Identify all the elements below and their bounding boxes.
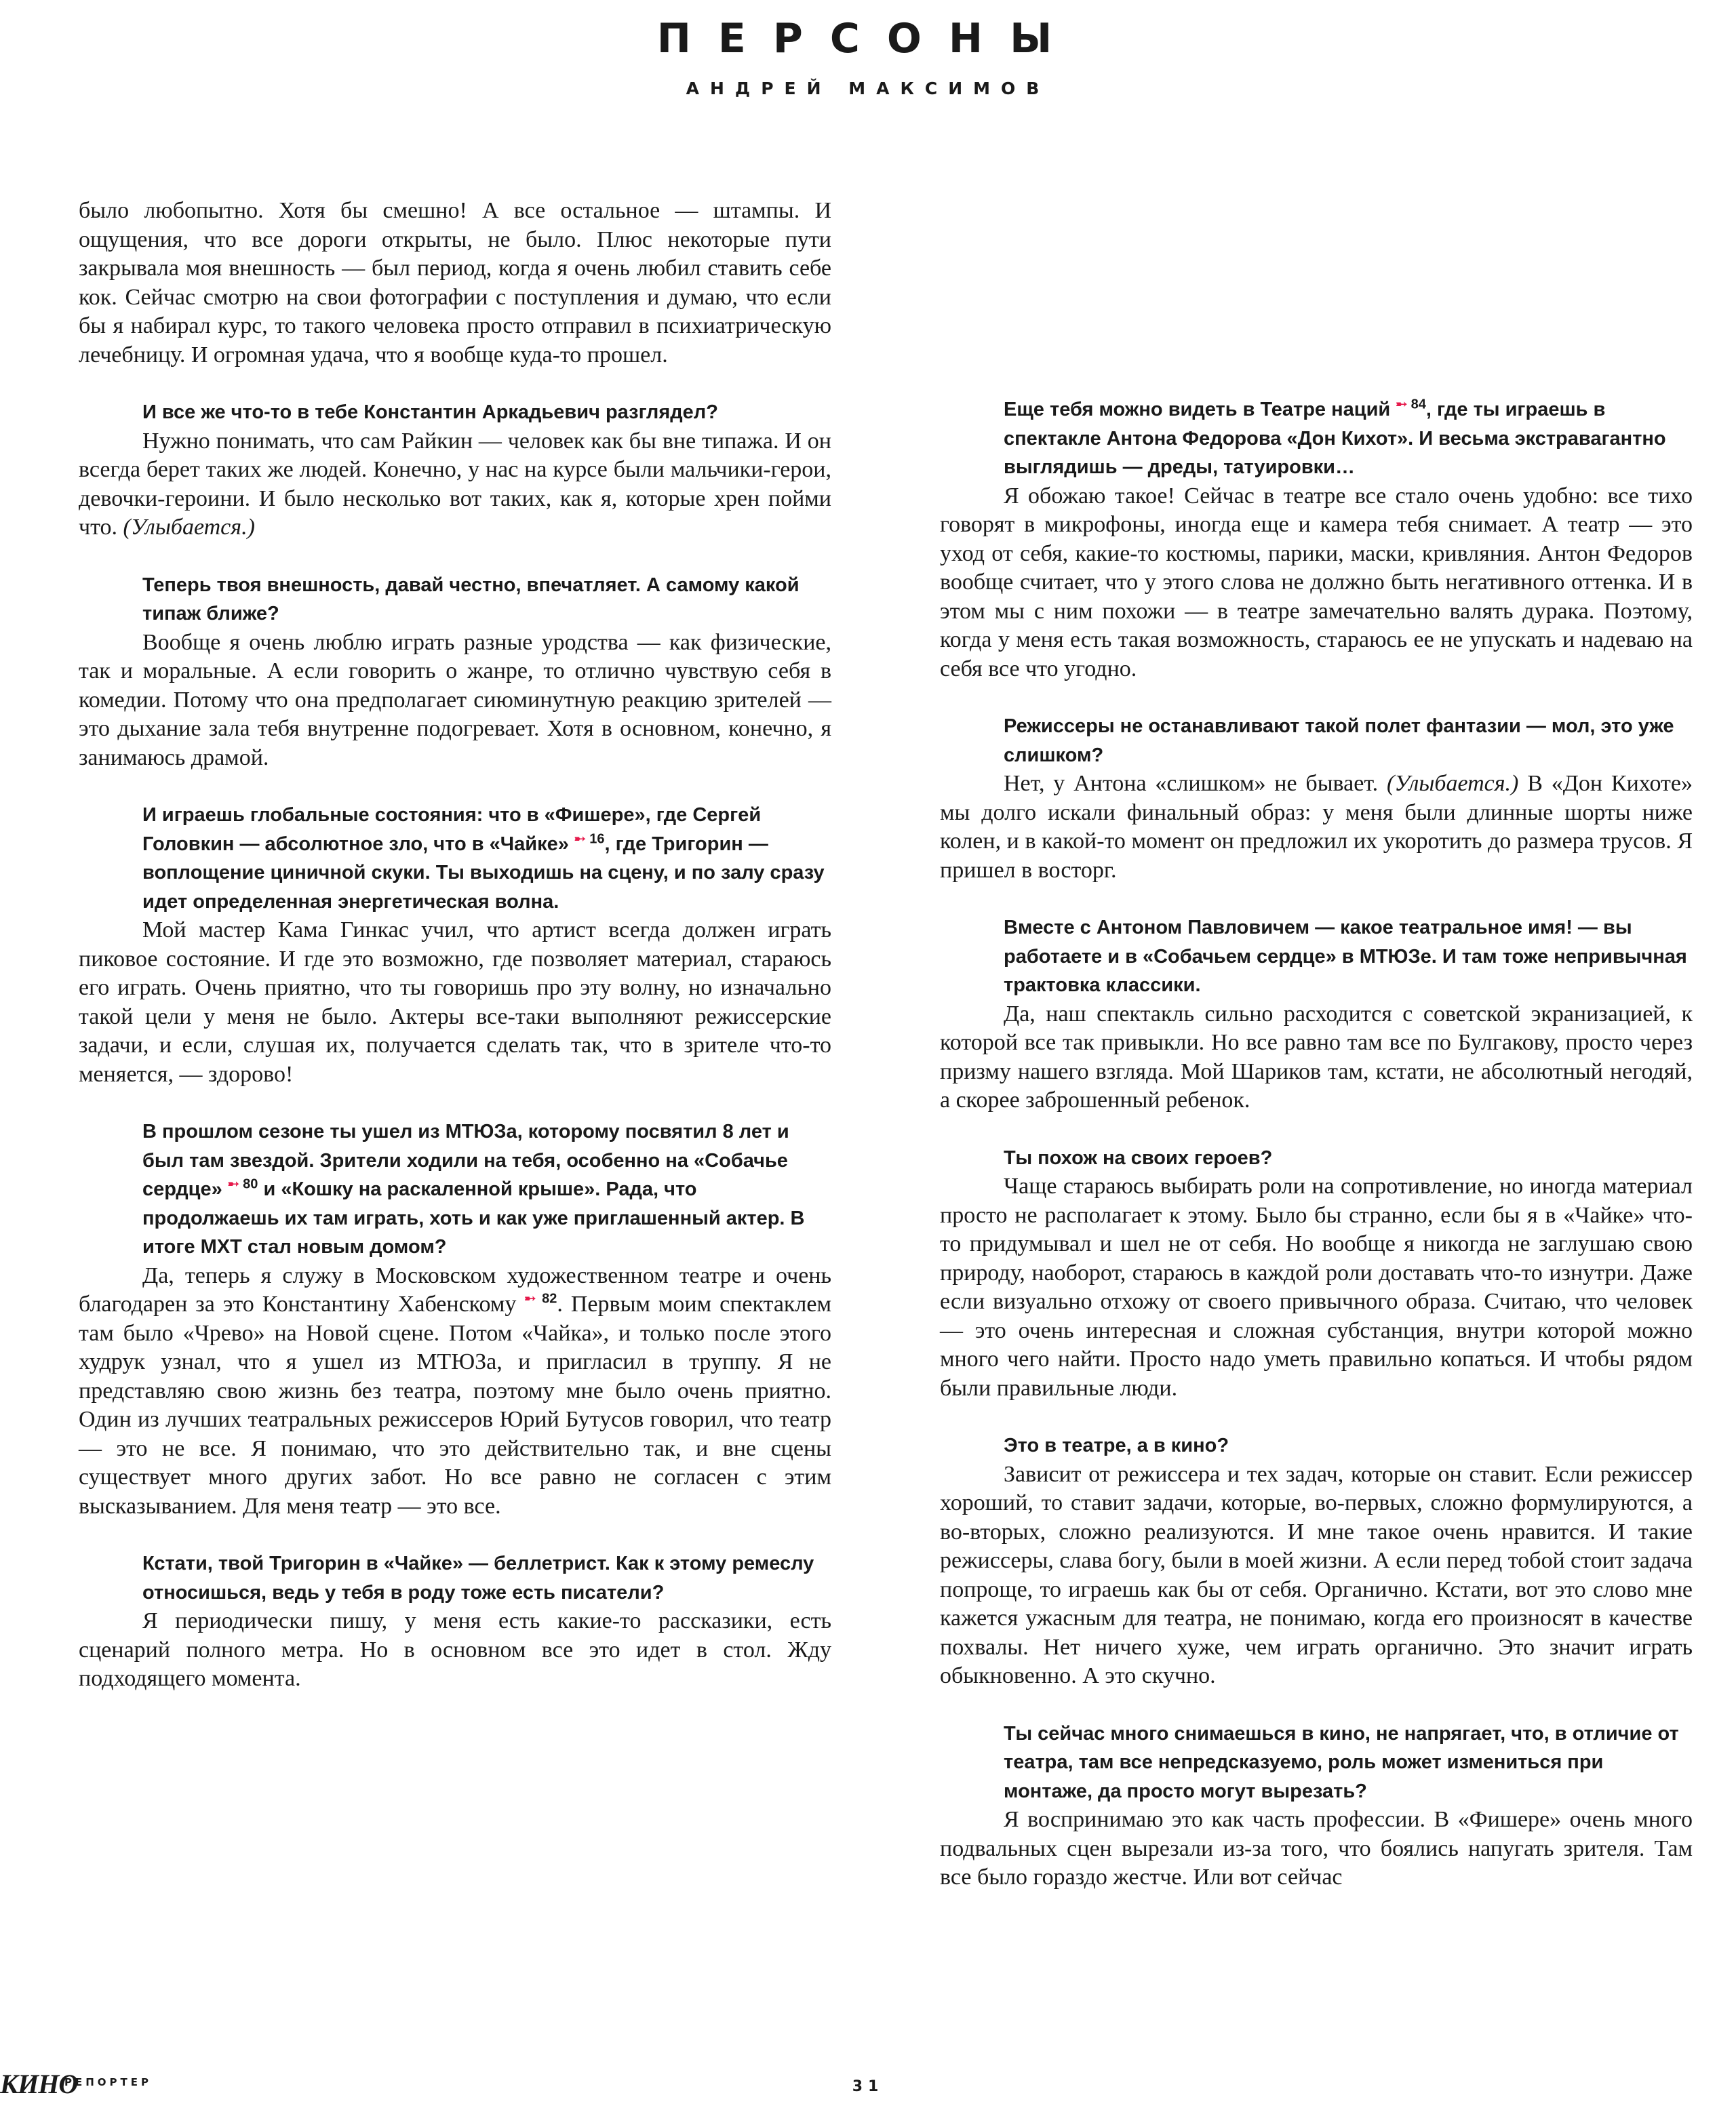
magazine-logo-sub: РЕПОРТЕР (64, 2076, 153, 2088)
arrow-icon: ➸ (524, 1291, 536, 1307)
answer-11: Я воспринимаю это как часть профессии. В «Фишере» очень много подвальных сцен вырезали из-за того, что боялись напугать зрителя. Там все было гораздо жестче. Или вот сейчас (940, 1807, 1693, 1890)
answer-9: Чаще стараюсь выбирать роли на сопротивление, но иногда материал просто не располагает к этому. Было бы странно, если бы я в «Чайке» что-то придумывал и шел не от себя. Но вообще я никогда не заглушаю свою природу, наоборот, стараюсь в каждой роли доставать что-то изнутри. Даже если визуально отхожу от своего привычного образа. Считаю, что человек — это очень интересная и сложная субстанция, внутри которой можно много чего найти. Просто надо уметь правильно копаться. И чтобы рядом были правильные люди. (940, 1174, 1693, 1401)
answer-4: Да, теперь я служу в Московском художественном театре и очень благодарен за это Константину Хабенскому $^{➸ 82}$. Первым моим спектаклем там было «Чрево» на Новой сцене. Потом «Чайка», и только после этого худрук узнал, что я ушел из МТЮЗа, и пригласил в труппу. Я не представляю свою жизнь без театра, поэтому мне было очень приятно. Один из лучших театральных режиссеров Юрий Бутусов говорил, что театр — это не все. Я понимаю, что это действительно так, и вне сцены существует много других забот. Но все равно не согласен с этим высказыванием. Для меня театр — это все. (79, 1262, 832, 1519)
section-title: ПЕРСОНЫ (656, 15, 1080, 62)
left-column (79, 197, 831, 1694)
question-2: Теперь твоя внешность, давай честно, впечатляет. А самому какой типаж ближе? (142, 574, 800, 624)
answer-8: Да, наш спектакль сильно расходится с советской экранизацией, к которой все так привыкли. Но все равно там все по Булгакову, просто через призму нашего взгляда. Мой Шариков там, кстати, не абсолютный негодяй, а скорее заброшенный ребенок. (940, 1001, 1693, 1113)
answer-7: Нет, у Антона «слишком» не бывает. (Улыбается.) В «Дон Кихоте» мы долго искали финальный образ: у меня были длинные шорты ниже колен, и в какой-то момент он предложил их укоротить до размера трусов. Я пришел в восторг. (940, 771, 1693, 883)
magazine-logo: КИНО (0, 2069, 78, 2099)
answer-1: Нужно понимать, что сам Райкин — человек как бы вне типажа. И он всегда берет таких же людей. Конечно, у нас на курсе были мальчики-герои, девочки-героини. И было несколько вот таких, как я, которые хрен пойми что. (Улыбается.) (79, 428, 831, 540)
answer-2: Вообще я очень люблю играть разные уродства — как физические, так и моральные. А если говорить о жанре, то отлично чувствую себя в комедии. Потому что она предполагает сиюминутную реакцию зрителей — это дыхание зала тебя внутренне подогревает. Хотя в основном, конечно, я занимаюсь драмой. (79, 629, 831, 770)
question-6: Еще тебя можно видеть в Театре наций $^{➸ 84}$, где ты играешь в спектакле Антона Федорова «Дон Кихот». И весьма экстравагантно выглядишь — дреды, татуировки… (1004, 397, 1666, 478)
question-4: В прошлом сезоне ты ушел из МТЮЗа, которому посвятил 8 лет и был там звездой. Зрители ходили на тебя, особенно на «Собачье сердце» $^{➸ 80}$ и «Кошку на раскаленной крыше». Рада, что продолжаешь их там играть, хоть и как уже приглашенный актер. В итоге МХТ стал новым домом? (142, 1121, 805, 1258)
answer-6: Я обожаю такое! Сейчас в театре все стало очень удобно: все тихо говорят в микрофоны, иногда еще и камера тебя снимает. А театр — это уход от себя, какие-то костюмы, парики, маски, кривляния. Антон Федоров вообще считает, что у этого слова не должно быть негативного оттенка. И в этом мы с ним похожи — в театре замечательно валять дурака. Поэтому, когда у меня есть такая возможность, стараюсь ее не упускать и надеваю на себя все что угодно. (940, 483, 1693, 681)
page-number: 31 (852, 2078, 884, 2095)
answer-7-remark: (Улыбается.) (1386, 771, 1519, 796)
answer-3: Мой мастер Кама Гинкас учил, что артист всегда должен играть пиковое состояние. И где это возможно, где позволяет материал, стараюсь его играть. Очень приятно, что ты говоришь про эту волну, но изначально такой цели у меня не было. Актеры все-таки выполняют режиссерские задачи, и если, слушая их, получается сделать так, что в зрителе что-то меняется, — здорово! (79, 917, 831, 1087)
question-3: И играешь глобальные состояния: что в «Фишере», где Сергей Головкин — абсолютное зло, что в «Чайке» $^{➸ 16}$, где Тригорин — воплощение циничной скуки. Ты выходишь на сцену, и по залу сразу идет определенная энергетическая волна. (142, 804, 825, 913)
author-name: АНДРЕЙ МАКСИМОВ (686, 79, 1050, 98)
right-column (940, 395, 1693, 1892)
question-5: Кстати, твой Тригорин в «Чайке» — беллетрист. Как к этому ремеслу относишься, ведь у тебя в роду тоже есть писатели? (142, 1553, 814, 1604)
question-8: Вместе с Антоном Павловичем — какое театральное имя! — вы работаете и в «Собачьем сердце» в МТЮЗе. И там тоже непривычная трактовка классики. (1004, 917, 1687, 996)
page-ref-16[interactable]: ➸ 16 (574, 831, 605, 846)
arrow-icon: ➸ (574, 831, 586, 846)
question-9: Ты похож на своих героев? (1004, 1147, 1273, 1169)
answer-5: Я периодически пишу, у меня есть какие-то рассказики, есть сценарий полного метра. Но в основном все это идет в стол. Жду подходящего момента. (79, 1608, 831, 1691)
question-1: И все же что-то в тебе Константин Аркадьевич разглядел? (142, 401, 718, 423)
arrow-icon: ➸ (227, 1176, 239, 1192)
page-ref-84[interactable]: ➸ 84 (1396, 397, 1426, 412)
intro-paragraph: было любопытно. Хотя бы смешно! А все остальное — штампы. И ощущения, что все дороги открыты, не было. Плюс некоторые пути закрывала моя внешность — был период, когда я очень любил ставить себе кок. Сейчас смотрю на свои фотографии с поступления и думаю, что если бы я набирал курс, то такого человека просто отправил в психиатрическую лечебницу. И огромная удача, что я вообще куда-то прошел. (79, 198, 831, 367)
question-11: Ты сейчас много снимаешься в кино, не напрягает, что, в отличие от театра, там все непредсказуемо, роль может измениться при монтаже, да просто могут вырезать? (1004, 1722, 1679, 1802)
answer-1-remark: (Улыбается.) (123, 515, 255, 540)
page-ref-80[interactable]: ➸ 80 (227, 1176, 258, 1192)
page-ref-82[interactable]: ➸ 82 (524, 1291, 557, 1307)
arrow-icon: ➸ (1396, 397, 1408, 412)
question-10: Это в театре, а в кино? (1004, 1435, 1229, 1456)
question-7: Режиссеры не останавливают такой полет фантазии — мол, это уже слишком? (1004, 715, 1674, 766)
answer-10: Зависит от режиссера и тех задач, которые он ставит. Если режиссер хороший, то ставит задачи, которые, во-первых, сложно формулируются, а во-вторых, сложно реализуются. И мне такое очень нравится. И такие режиссеры, слава богу, были в моей жизни. А если перед тобой стоит задача попроще, то играешь как бы от себя. Органично. Кстати, вот это слово мне кажется ужасным для театра, не понимаю, когда его произносят в качестве похвалы. Нет ничего хуже, чем играть органично. Это значит играть обыкновенно. А это скучно. (940, 1461, 1693, 1688)
